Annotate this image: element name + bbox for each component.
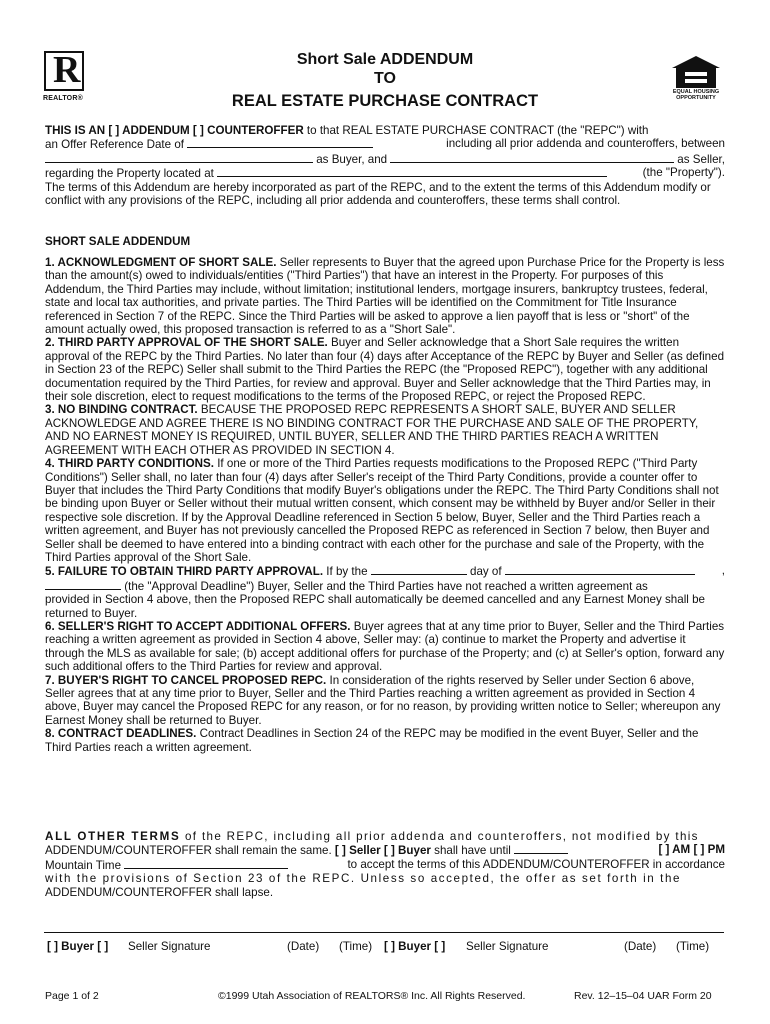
eho-caption-line1: EQUAL HOUSING — [672, 89, 720, 95]
right-date-label: (Date) — [624, 940, 657, 953]
section-5-line-2 — [45, 579, 725, 593]
buyer-name-field[interactable] — [45, 152, 313, 163]
section-5-deadline-text: (the "Approval Deadline") Buyer, Seller and the Third Parties have not reached a written agreement as — [124, 579, 648, 593]
section-1 — [45, 256, 725, 336]
section-7-text: In consideration of the rights reserved by Seller under Section 6 above, Seller agrees that at any time prior to Buyer, Seller and the Third Parties reaching a written agreement as provided in Section 4 above, Buyer may cancel the Proposed REPC for any reason, or for no reason, by providing written notice to Seller; whereupon any Earnest Money shall be returned to Buyer. — [45, 673, 721, 727]
section-1-text: Seller represents to Buyer that the agreed upon Purchase Price for the Property is less than the amount(s) owed to individuals/entities ("Third Parties") that have an interest in the Property. For purposes of this Addendum, the Third Parties may include, without limitation; institutional lenders, mortgage insurers, bankruptcy trustees, federal, state and local tax authorities, and private parties. The Third Parties will be identified on the Commitment for Title Insurance referenced in Section 7 of the REPC. Since the Third Parties will be asked to approve a lien payoff that is less or "short" of the amount actually owed, this proposed transaction is referred to as a "Short Sale". — [45, 256, 725, 337]
page-number: Page 1 of 2 — [45, 990, 99, 1002]
approval-year-field[interactable] — [45, 579, 121, 590]
section-8-text: Contract Deadlines in Section 24 of the REPC may be modified in the event Buyer, Seller and the Third Parties reach a written agreement. — [45, 727, 699, 754]
right-party-checkboxes[interactable]: [ ] Buyer [ ] — [384, 940, 446, 953]
as-buyer-label: as Buyer, and — [316, 152, 388, 166]
offer-reference-date-field[interactable] — [187, 137, 373, 148]
intro-type-checkboxes[interactable]: THIS IS AN [ ] ADDENDUM [ ] COUNTEROFFER — [45, 124, 304, 137]
section-2-text: Buyer and Seller acknowledge that a Short Sale requires the written approval of the REPC by the Third Parties. No later than four (4) days after Acceptance of the REPC by Buyer and Seller (as defined in Section 23 of the REPC) Seller shall submit to the Third Parties the REPC (the "Proposed REPC"), together with any additional documentation required by the Third Parties, for review and approval. Buyer and Seller acknowledge that the Third Parties may, in their sole discretion, elect to request modifications to the terms of the Proposed REPC, or reject the Proposed REPC. — [45, 336, 725, 404]
other-terms-line-3 — [45, 858, 725, 872]
section-4-title: 4. THIRD PARTY CONDITIONS. — [45, 457, 214, 471]
property-address-field[interactable] — [217, 166, 607, 177]
left-signature-label: Seller Signature — [128, 940, 211, 953]
intro-line-1-text: to that REAL ESTATE PURCHASE CONTRACT (the "REPC") with — [303, 124, 649, 137]
left-party-checkboxes[interactable]: [ ] Buyer [ ] — [47, 940, 109, 953]
section-3 — [45, 403, 725, 457]
realtor-r-icon: R — [53, 49, 81, 91]
section-3-text: BECAUSE THE PROPOSED REPC REPRESENTS A SHORT SALE, BUYER AND SELLER ACKNOWLEDGE AND AGREE THERE IS NO BINDING CONTRACT FOR THE PURCHASE AND SALE OF THE PROPERTY, AND NO EARNEST MONEY IS REQUIRED, UNTIL BUYER, SELLER AND THE THIRD PARTIES REACH A WRITTEN AGREEMENT WITH EACH OTHER AS PROVIDED IN SECTION 4. — [45, 403, 699, 457]
accept-terms-text: to accept the terms of this ADDENDUM/COUNTEROFFER in accordance — [347, 857, 725, 871]
am-pm-checkboxes[interactable]: [ ] AM [ ] PM — [658, 843, 725, 857]
party-checkboxes[interactable]: [ ] Seller [ ] Buyer — [334, 844, 431, 858]
title-line-2: TO — [374, 70, 396, 87]
other-terms-block — [45, 830, 725, 899]
right-time-label: (Time) — [676, 940, 710, 953]
section-5-line-1 — [45, 564, 725, 578]
sections-block — [45, 256, 725, 754]
property-label: regarding the Property located at — [45, 167, 214, 181]
mountain-time-label: Mountain Time — [45, 858, 122, 872]
lapse-text: ADDENDUM/COUNTEROFFER shall lapse. — [45, 885, 274, 899]
intro-block — [45, 124, 725, 207]
intro-line-2 — [45, 137, 725, 151]
eho-caption-line2: OPPORTUNITY — [676, 95, 716, 101]
copyright-notice: ©1999 Utah Association of REALTORS® Inc. All Rights Reserved. — [218, 990, 526, 1002]
intro-line-2-text: including all prior addenda and counteroffers, between — [446, 137, 725, 151]
section-5-if-by: If by the — [323, 565, 368, 579]
other-terms-line-1 — [45, 830, 725, 843]
section-2 — [45, 336, 725, 403]
title-line-3: REAL ESTATE PURCHASE CONTRACT — [231, 92, 539, 110]
right-signature-label: Seller Signature — [466, 940, 549, 953]
remain-same-text: ADDENDUM/COUNTEROFFER shall remain the same. — [45, 844, 332, 858]
section-8 — [45, 727, 725, 754]
section-5-title: 5. FAILURE TO OBTAIN THIRD PARTY APPROVAL. — [45, 565, 324, 579]
other-terms-line-2 — [45, 843, 725, 857]
section-7-title: 7. BUYER'S RIGHT TO CANCEL PROPOSED REPC. — [45, 673, 327, 687]
offer-date-label: an Offer Reference Date of — [45, 138, 184, 152]
section-heading: SHORT SALE ADDENDUM — [45, 235, 191, 248]
other-terms-line-4 — [45, 872, 725, 885]
deadline-date-field[interactable] — [124, 858, 288, 869]
seller-name-field[interactable] — [390, 152, 674, 163]
section-6-title: 6. SELLER'S RIGHT TO ACCEPT ADDITIONAL OFFERS. — [45, 619, 351, 633]
left-date-label: (Date) — [287, 940, 320, 953]
other-terms-line-5 — [45, 886, 725, 899]
signature-line[interactable] — [44, 932, 724, 933]
section-6-text: Buyer agrees that at any time prior to Buyer, Seller and the Third Parties reaching a written agreement as provided in Section 4 above, Seller may: (a) continue to market the Property and advertise it through the MLS as available for sale; (b) accept additional offers for purchase of the Property; and (c) at Seller's option, forward any such additional offers to the Third Parties for review and approval. — [45, 619, 725, 674]
section-5-comma: , — [721, 564, 725, 578]
intro-line-1 — [45, 124, 725, 137]
property-suffix: (the "Property"). — [642, 166, 725, 180]
section-3-title: 3. NO BINDING CONTRACT. — [45, 403, 198, 417]
section-2-title: 2. THIRD PARTY APPROVAL OF THE SHORT SALE. — [45, 336, 328, 350]
title-line-1: Short Sale ADDENDUM — [296, 51, 474, 68]
realtor-caption: REALTOR® — [43, 95, 83, 102]
section-8-title: 8. CONTRACT DEADLINES. — [45, 727, 197, 741]
section-4-text: If one or more of the Third Parties requests modifications to the Proposed REPC ("Third Party Conditions") Seller shall, no later than four (4) days after Seller's receipt of the Third Party Conditions, provide a counter offer to Buyer that includes the Third Party Conditions that modify Buyer's obligations under the REPC. The Third Party Conditions shall not be binding upon Buyer or Seller without their mutual written consent, which consent may be withheld by Buyer and/or Seller in their respective sole discretion. If by the Approval Deadline referenced in Section 5 below, Buyer, Seller and the Third Parties reach a written agreement, and Buyer has not previously cancelled the Proposed REPC as referenced in Section 7 below, then Buyer and Seller shall be deemed to have entered into a binding contract with each other for the purchase and sale of the Property, with the Third Parties approval of the Short Sale. — [45, 457, 719, 564]
intro-line-3 — [45, 152, 725, 166]
section-5-day-of: day of — [470, 565, 502, 579]
left-time-label: (Time) — [339, 940, 373, 953]
intro-terms-paragraph: The terms of this Addendum are hereby incorporated as part of the REPC, and to the extent the terms of this Addendum modify or conflict with any provisions of the REPC, including all prior addenda and counteroffers, these terms shall control. — [45, 180, 711, 208]
section-6 — [45, 620, 725, 674]
other-terms-line-1-text: of the REPC, including all prior addenda and counteroffers, not modified by this — [180, 830, 699, 843]
shall-have-until-text: shall have until — [434, 844, 511, 858]
section-4 — [45, 457, 725, 564]
section-7 — [45, 674, 725, 728]
provisions-text: with the provisions of Section 23 of the REPC. Unless so accepted, the offer as set forth in the — [45, 872, 682, 886]
section-5-text: provided in Section 4 above, then the Proposed REPC shall automatically be deemed cancelled and any Earnest Money shall be returned to Buyer. — [45, 593, 705, 620]
approval-month-field[interactable] — [505, 564, 695, 575]
deadline-time-field[interactable] — [514, 843, 568, 854]
form-revision: Rev. 12–15–04 UAR Form 20 — [574, 990, 712, 1002]
other-terms-heading: ALL OTHER TERMS — [45, 830, 181, 843]
intro-line-4 — [45, 166, 725, 180]
section-1-title: 1. ACKNOWLEDGMENT OF SHORT SALE. — [45, 256, 277, 269]
as-seller-label: as Seller, — [677, 152, 725, 166]
approval-day-field[interactable] — [371, 564, 467, 575]
